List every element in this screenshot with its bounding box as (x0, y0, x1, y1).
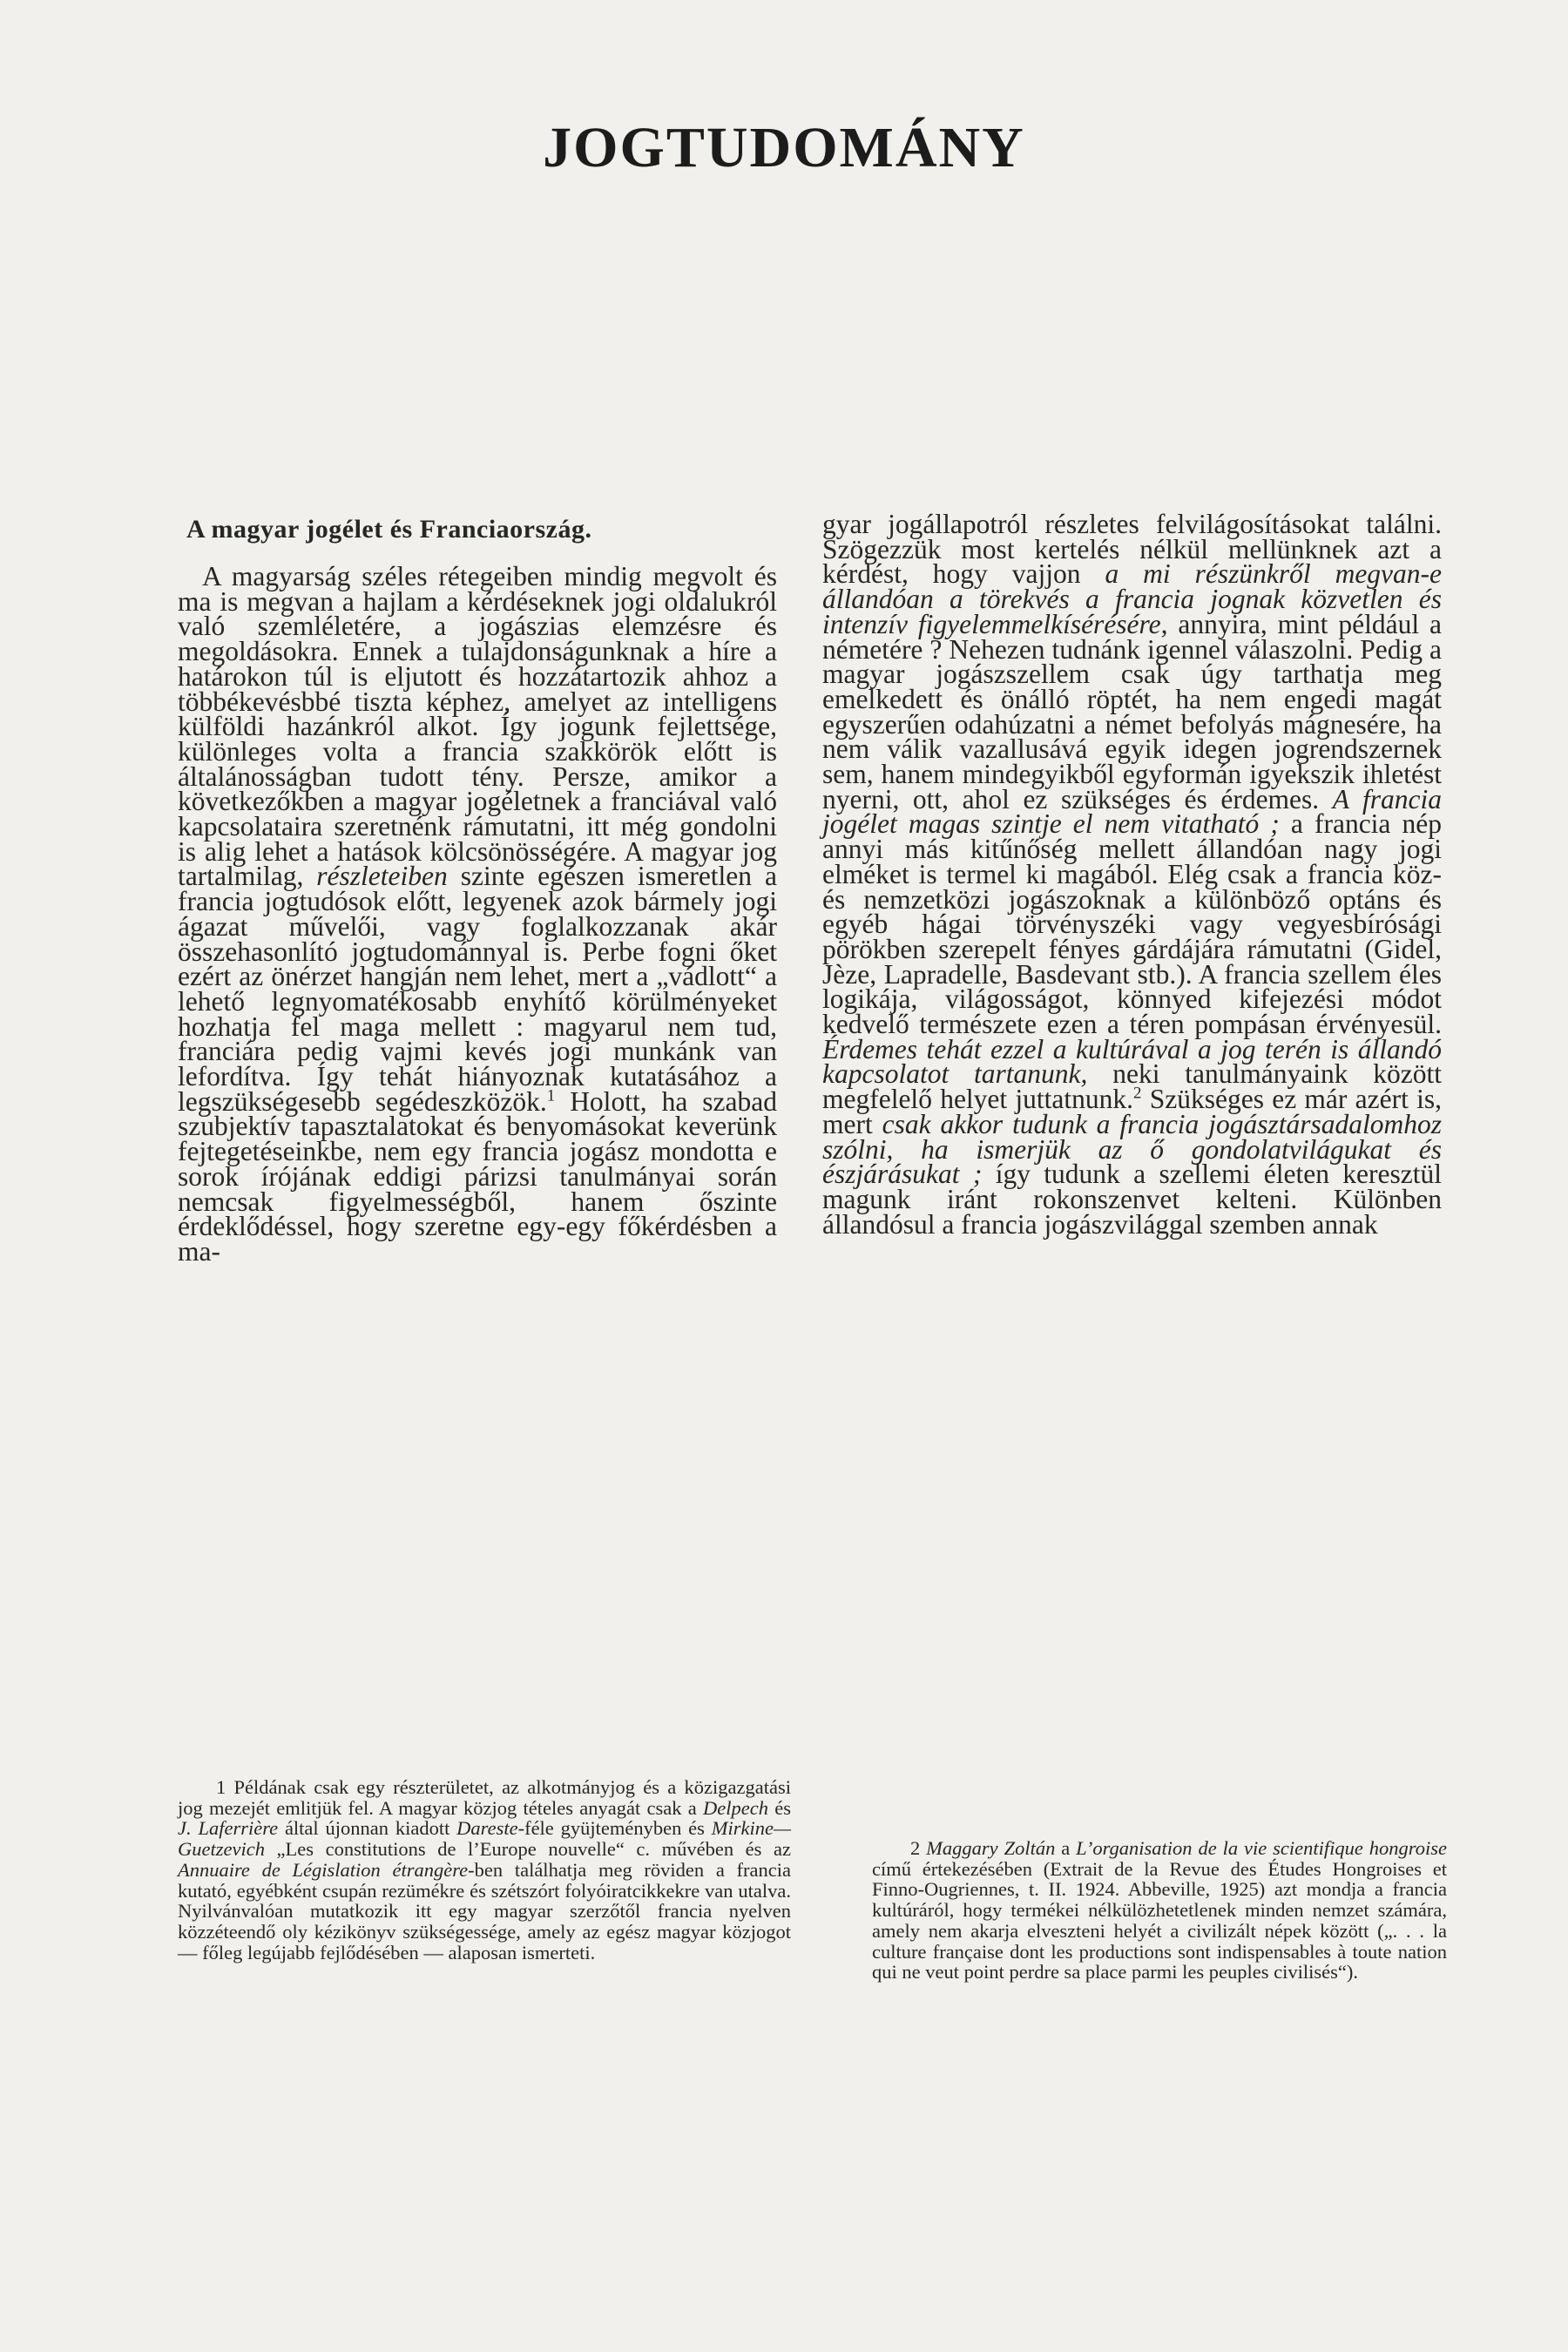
text-run: által újonnan kiadott (278, 1817, 457, 1840)
text-run: és (767, 1796, 791, 1819)
text-run: gyar jogállapotról részletes felvilágosításokat találni. Szögezzük most kertelés nélkül mellünknek azt a kérdést, hogy vajjon (822, 509, 1442, 590)
right-column (822, 509, 1443, 1240)
italic-run: Dareste (456, 1817, 518, 1840)
text-run: -ben találhatja meg röviden a francia kutató, egyébként csupán rezümékre és szétszórt folyóiratcikkekre van utalva. Nyilvánvalóan mutatkozik itt egy magyar szerzőtől francia nyelven közzéteendő oly kézikönyv szükségessége, amely az egész magyar közjogot — főleg legújabb fejlődésében — alaposan ismerteti. (178, 1858, 791, 1963)
text-run: 1 Példának csak egy részterületet, az alkotmányjog és a közigazgatási jog mezejét emlitjük fel. A magyar közjog tételes anyagát csak a (178, 1776, 791, 1819)
footnote-ref: 1 (546, 1086, 556, 1105)
footnote-ref: 2 (1133, 1084, 1142, 1103)
text-run: „Les constitutions de l’Europe nouvelle“ c. művében és az (264, 1838, 791, 1861)
italic-run: Annuaire de Législation étrangère (178, 1858, 469, 1881)
italic-run: részleteiben (316, 861, 448, 892)
text-run: című értekezésében (Extrait de la Revue des Études Hongroises et Finno-Ougriennes, t. II. 1924. Abbeville, 1925) azt mondja a francia kultúráról, hogy termékei nélkülözhetetlenek minden nemzet számára, amely nem akarja elveszteni helyét a civilizált népek között („. . . la culture française dont les productions sont indispensables à toute nation qui ne veut point perdre sa place parmi les peuples civilisés“). (872, 1857, 1447, 1984)
right-paragraph (822, 509, 1443, 1240)
italic-run: L’organisation de la vie scientifique hongroise (1076, 1837, 1447, 1859)
footnote-1 (178, 1777, 791, 1963)
italic-run: csak akkor tudunk a francia jogásztársadalomhoz szólni, ha ismerjük az ő gondolatvilágukat és észjárásukat ; (822, 1108, 1442, 1190)
italic-run: Maggary Zoltán (926, 1837, 1056, 1859)
left-paragraph (178, 561, 777, 1267)
left-column (178, 512, 777, 1265)
footnote-2 (872, 1838, 1447, 1983)
text-run: a francia nép annyi más kitűnőség mellett állandóan nagy jogi elméket is termel ki magából. Elég csak a francia köz- és nemzetközi jogászoknak a különböző optáns és egyéb hágai törvényszéki vagy vegyesbírósági pörökben szerepelt fényes gárdájára rámutatni (Gidel, Jèze, Lapradelle, Basdevant stb.). A francia szellem éles logikája, világosságot, könnyed kifejezési módot kedvelő természete ezen a téren pompásan érvényesül. (822, 808, 1442, 1040)
italic-run: Mirkine—Guetzevich (178, 1817, 791, 1861)
text-run: így tudunk a szellemi életen keresztül magunk iránt rokonszenvet kelteni. Különben állandósul a francia jogászvilággal szemben annak (822, 1159, 1442, 1240)
italic-run: a mi részünkről megvan-e állandóan a törekvés a francia jognak közvetlen és intenzív figyelemmelkísérésére, (822, 558, 1443, 639)
text-run: 2 (910, 1837, 927, 1859)
text-run: neki tanulmányaink között megfelelő helyet juttatnunk. (822, 1058, 1442, 1115)
footnote-2-block (872, 1838, 1447, 1983)
text-run: annyira, mint például a németére ? Nehezen tudnánk igennel válaszolni. Pedig a magyar jogászszellem csak úgy tarthatja meg emelkedett és önálló röptét, ha nem engedi magát egyszerűen odahúzatni a német befolyás mágnesére, ha nem válik vazallusává egyik idegen jogrendszernek sem, hanem mindegyikből egyformán igyekszik ihletést nyerni, ott, ahol ez szükséges és érdemes. (822, 608, 1442, 814)
text-run: a (1055, 1837, 1077, 1859)
text-run: Szükséges ez már azért is, mert (822, 1084, 1442, 1139)
article-heading: A magyar jogélet és Franciaország. (186, 515, 592, 544)
text-run: A magyarság széles rétegeiben mindig megvolt és ma is megvan a hajlam a kérdéseknek jogi oldalukról való szemléletére, a jogászias elemzésre és megoldásokra. Ennek a tulajdonságunknak a híre a határokon túl is eljutott és hozzátartozik ahhoz a többékevésbbé tiszta képhez, amelyet az intelligens külföldi hazánkról alkot. Így jogunk fejlettsége, különleges volta a francia szakkörök előtt is általánosságban tudott tény. Persze, amikor a következőkben a magyar jogéletnek a franciával való kapcsolataira szeretnénk rámutatni, itt még gondolni is alig lehet a hatások kölcsönösségére. A magyar jog tartalmilag, (178, 561, 777, 892)
footnote-1-block (178, 1777, 791, 1963)
text-run: -féle gyüjteményben és (517, 1817, 712, 1840)
page-title: JOGTUDOMÁNY (543, 116, 1025, 179)
italic-run: Érdemes tehát ezzel a kultúrával a jog terén is állandó kapcsolatot tartanunk, (822, 1033, 1442, 1090)
italic-run: Delpech (703, 1796, 768, 1819)
text-run: szinte egészen ismeretlen a francia jogtudósok előtt, legyenek azok bármely jogi ágazat művelői, vagy foglalkozzanak akár összehasonlító jogtudománnyal is. Perbe fogni őket ezért az önérzet hangján nem lehet, mert a „vádlott“ a lehető legnyomatékosabb enyhítő körülményeket hozhatja fel maga mellett : magyarul nem tud, franciára pedig vajmi kevés jogi munkánk van lefordítva. Így tehát hiányoznak kutatásához a legszükségesebb segédeszközök. (178, 861, 777, 1117)
italic-run: J. Laferrière (178, 1817, 279, 1840)
italic-run: A francia jogélet magas szintje el nem vitatható ; (822, 783, 1442, 840)
text-run: Holott, ha szabad szubjektív tapasztalatokat és benyomásokat keverünk fejtegetéseinkbe, nem egy francia jogász mondotta e sorok írójának eddigi párizsi tanulmányai során nemcsak figyelmességből, hanem őszinte érdeklődéssel, hogy szeretne egy-egy főkérdésben a ma- (178, 1085, 777, 1267)
